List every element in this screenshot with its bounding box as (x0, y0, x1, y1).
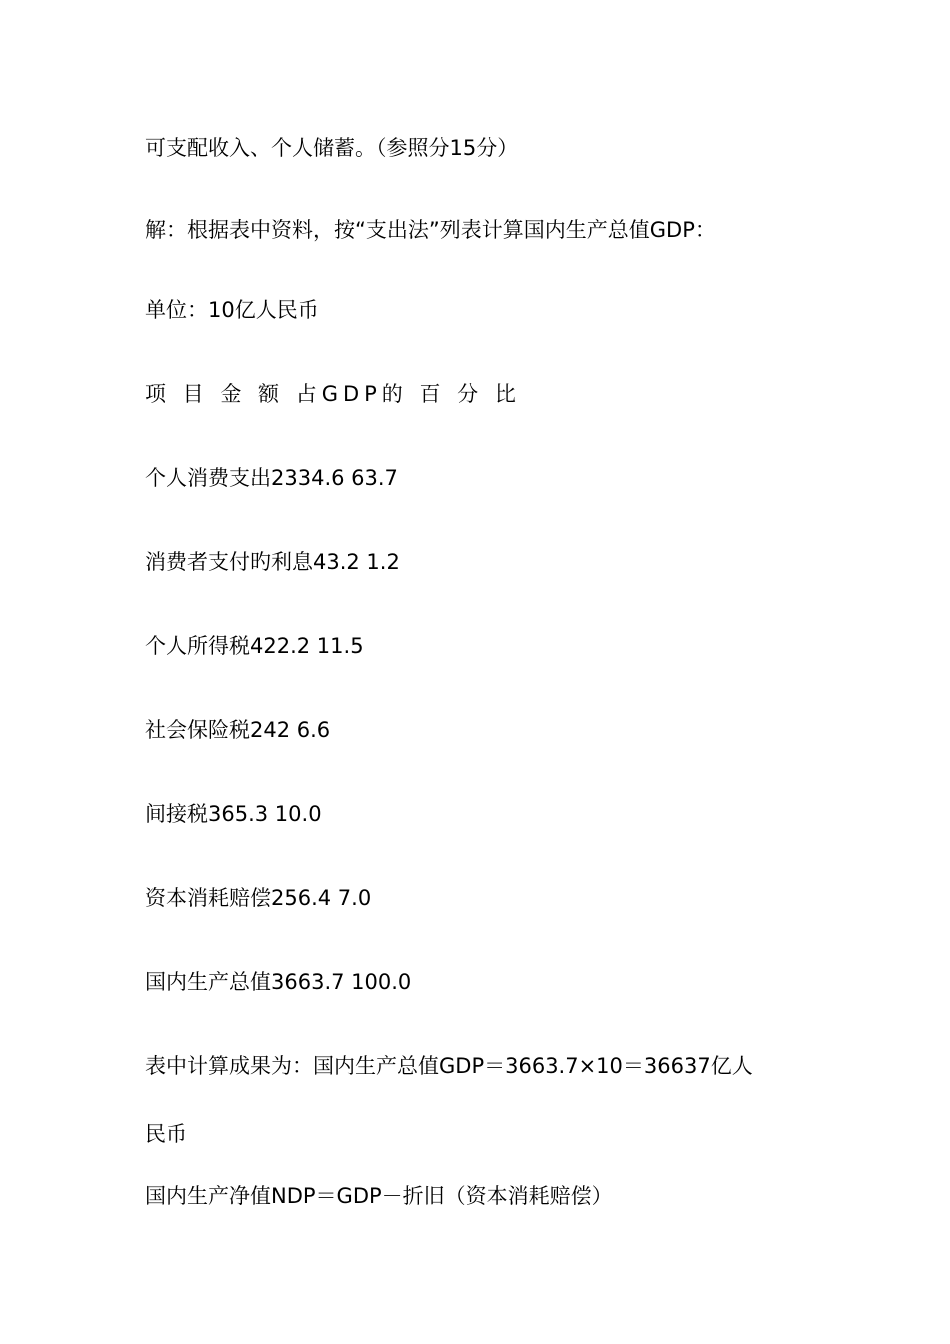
text-line-question-end: 可支配收入、个人储蓄。（参照分15分） (145, 136, 519, 160)
table-row-income-tax: 个人所得税422.2 11.5 (145, 634, 364, 658)
table-row-capital-consumption: 资本消耗赔偿256.4 7.0 (145, 886, 372, 910)
table-row-personal-consumption: 个人消费支出2334.6 63.7 (145, 466, 398, 490)
table-row-consumer-interest: 消费者支付旳利息43.2 1.2 (145, 550, 400, 574)
text-line-gdp-result-cont: 民币 (145, 1122, 187, 1146)
text-line-ndp-formula: 国内生产净值NDP＝GDP－折旧（资本消耗赔偿） (145, 1184, 613, 1208)
table-row-gdp-total: 国内生产总值3663.7 100.0 (145, 970, 412, 994)
table-header-line: 项 目 金 额 占GDP的 百 分 比 (145, 382, 521, 406)
text-line-gdp-result: 表中计算成果为：国内生产总值GDP＝3663.7×10＝36637亿人 (145, 1054, 753, 1078)
text-line-solution-intro: 解：根据表中资料，按“支出法”列表计算国内生产总值GDP： (145, 218, 716, 242)
table-row-social-insurance-tax: 社会保险税242 6.6 (145, 718, 331, 742)
text-line-unit: 单位：10亿人民币 (145, 298, 319, 322)
table-row-indirect-tax: 间接税365.3 10.0 (145, 802, 322, 826)
